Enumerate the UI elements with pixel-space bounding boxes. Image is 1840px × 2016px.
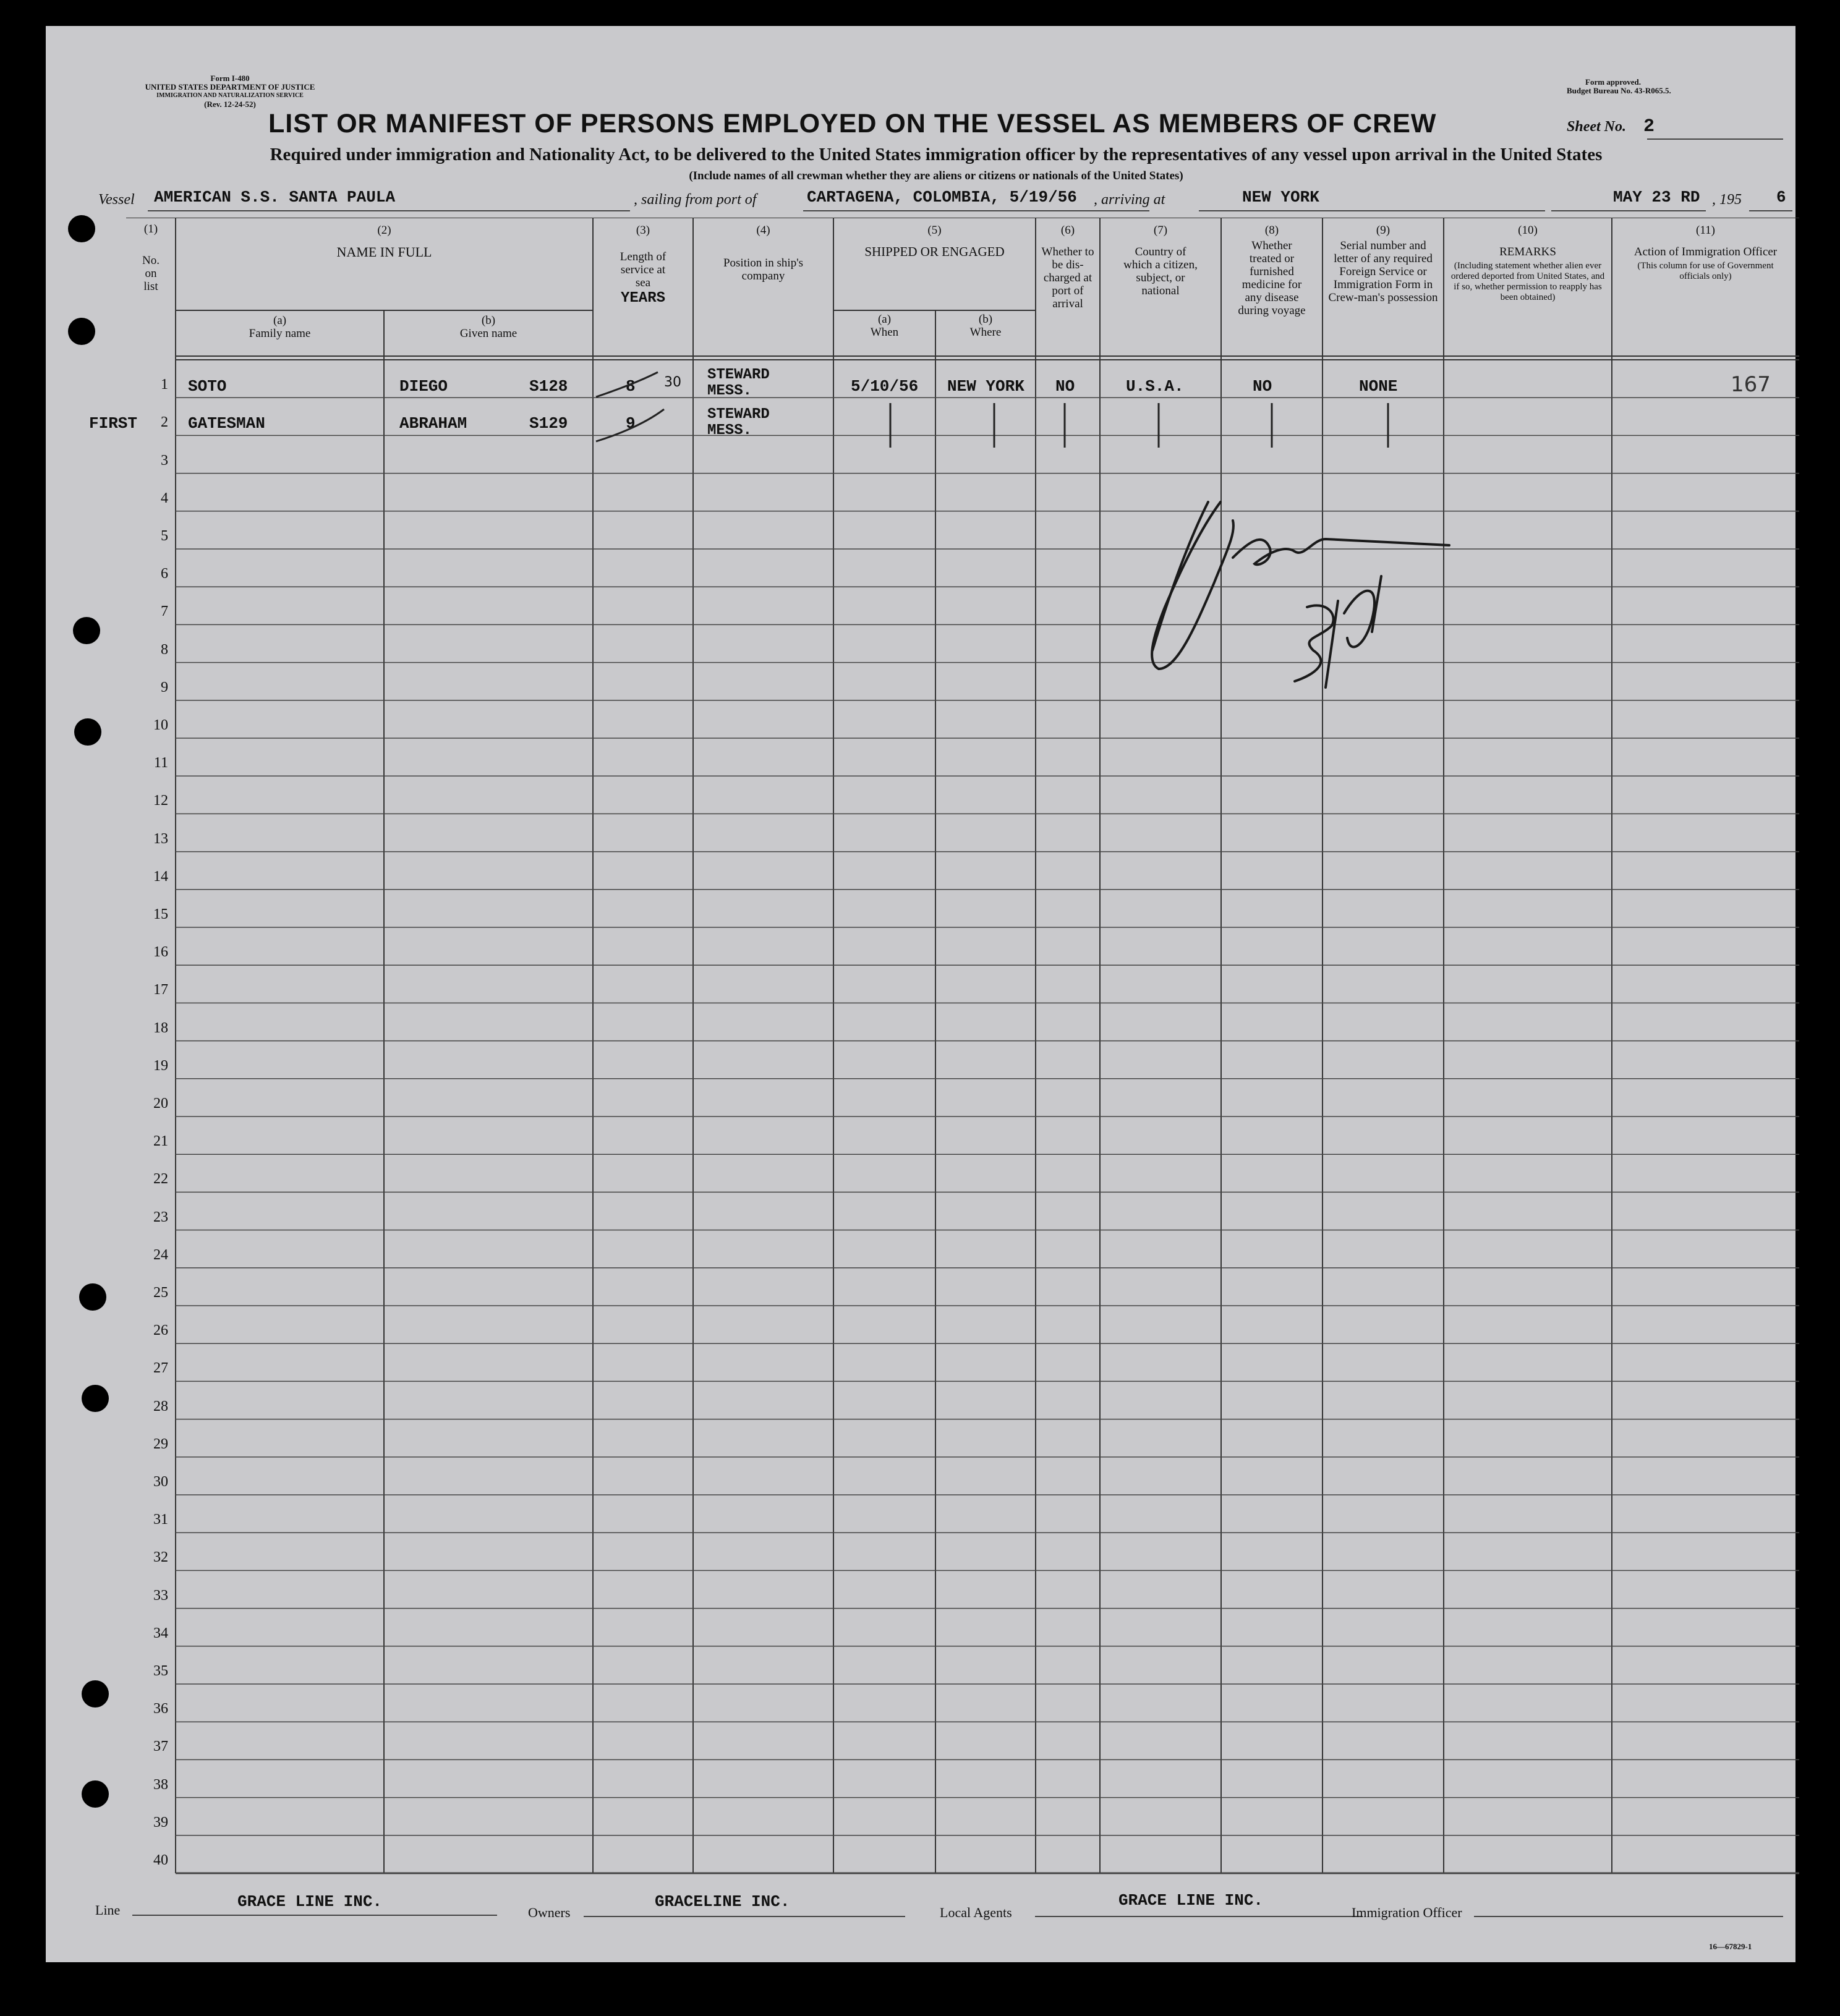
form-revision: (Rev. 12-24-52): [204, 100, 256, 109]
col5a-number: (a): [877, 313, 892, 326]
row1-form: NONE: [1359, 377, 1398, 396]
row1-position-line2: MESS.: [707, 383, 752, 399]
col5b-label: Where: [969, 326, 1002, 339]
row-number: 21: [153, 1133, 168, 1150]
row2-years: 9: [626, 414, 636, 433]
row1-discharged: NO: [1055, 377, 1075, 396]
col8-number: (8): [1264, 224, 1279, 237]
approval-line-1: Form approved.: [1585, 77, 1642, 87]
row-number: 36: [153, 1701, 168, 1717]
crew-table: [89, 218, 1799, 1889]
col1-number: (1): [143, 223, 158, 236]
row-number: 16: [153, 944, 168, 961]
row1-medicine: NO: [1253, 377, 1272, 396]
col8-label: Whether treated or furnished medicine for any disease during voyage: [1238, 239, 1306, 317]
row1-position-line1: STEWARD: [707, 367, 770, 383]
col9-number: (9): [1376, 224, 1391, 237]
col5-label: SHIPPED OR ENGAGED: [864, 244, 1005, 259]
form-number: Form I-480: [210, 74, 250, 83]
manifest-footer: [95, 1884, 1789, 1951]
col2-label: NAME IN FULL: [336, 244, 432, 260]
col1-label: No. on list: [142, 254, 160, 293]
col2a-label: Family name: [249, 327, 311, 340]
col4-number: (4): [756, 224, 770, 237]
row-number: 3: [161, 452, 168, 469]
row1-years: 8: [626, 377, 636, 396]
row-number: 28: [153, 1398, 168, 1414]
col3-label: Length of service at sea: [620, 250, 667, 289]
row-number: 35: [153, 1663, 168, 1679]
arriving-port: NEW YORK: [1242, 188, 1319, 206]
col2b-number: (b): [481, 314, 496, 327]
punch-hole: [74, 718, 101, 746]
approval-line-2: Budget Bureau No. 43-R065.5.: [1567, 86, 1671, 95]
line-value: GRACE LINE INC.: [237, 1892, 383, 1911]
col5-number: (5): [927, 224, 942, 237]
vessel-label: Vessel: [98, 192, 135, 208]
punch-hole: [73, 617, 100, 644]
sheet-number-value: 2: [1643, 116, 1655, 137]
col4-label: Position in ship's company: [723, 257, 804, 283]
row2-position-line2: MESS.: [707, 422, 752, 439]
row1-action: 167: [1731, 372, 1771, 397]
col10-label: REMARKS: [1499, 245, 1556, 258]
punch-hole: [82, 1385, 109, 1412]
sailing-label: , sailing from port of: [634, 192, 757, 208]
local-agents-value: GRACE LINE INC.: [1118, 1891, 1264, 1910]
sailing-port: CARTAGENA, COLOMBIA, 5/19/56: [807, 188, 1077, 206]
service-name: IMMIGRATION AND NATURALIZATION SERVICE: [156, 92, 304, 99]
row-number: 31: [153, 1512, 168, 1528]
col3-number: (3): [636, 224, 650, 237]
page-title: LIST OR MANIFEST OF PERSONS EMPLOYED ON THE VESSEL AS MEMBERS OF CREW: [268, 109, 1437, 138]
row-number: 10: [153, 717, 168, 733]
department-name: UNITED STATES DEPARTMENT OF JUSTICE: [145, 82, 315, 91]
row-number: 4: [161, 490, 168, 506]
row-number: 13: [153, 830, 168, 847]
print-code: 16—67829-1: [1709, 1942, 1752, 1951]
form-approval: [1567, 78, 1777, 95]
row-number: 25: [153, 1285, 168, 1301]
col7-number: (7): [1153, 224, 1168, 237]
row-number: 18: [153, 1019, 168, 1036]
immigration-officer-label: Immigration Officer: [1352, 1905, 1462, 1920]
arrival-date: MAY 23 RD: [1613, 188, 1700, 206]
row-number: 33: [153, 1587, 168, 1604]
row-number: 15: [153, 906, 168, 922]
punch-hole: [68, 215, 95, 242]
row-number: 12: [153, 793, 168, 809]
row-number: 17: [153, 982, 168, 998]
col6-label: Whether to be dis-charged at port of arrival: [1041, 245, 1094, 310]
owners-label: Owners: [528, 1905, 571, 1920]
col2a-number: (a): [273, 314, 287, 327]
row-number: 39: [153, 1814, 168, 1831]
row-number: 2: [161, 414, 168, 431]
row2-serial: S129: [529, 414, 568, 433]
row-number: 7: [161, 603, 168, 620]
row1-shipped-where: NEW YORK: [947, 377, 1024, 396]
form-header-left: [100, 74, 360, 109]
row2-given-name: ABRAHAM: [399, 414, 467, 433]
col9-label: Serial number and letter of any required Foreign Service or Immigration Form in Crew-man's possession: [1328, 239, 1438, 304]
row-number: 32: [153, 1549, 168, 1566]
col6-number: (6): [1060, 224, 1075, 237]
punch-hole: [82, 1780, 109, 1808]
col2b-label: Given name: [459, 327, 518, 340]
col11-sublabel: (This column for use of Government officials only): [1637, 261, 1774, 281]
year-label: , 195: [1712, 192, 1742, 208]
row1-serial: S128: [529, 377, 568, 396]
row-number: 8: [161, 641, 168, 658]
col2-number: (2): [377, 224, 391, 237]
col5b-number: (b): [978, 313, 993, 326]
owners-value: GRACELINE INC.: [655, 1892, 790, 1911]
row-number: 14: [153, 868, 168, 885]
row-number: 40: [153, 1852, 168, 1868]
row-number: 5: [161, 528, 168, 544]
col7-label: Country of which a citizen, subject, or national: [1123, 245, 1198, 297]
row1-country: U.S.A.: [1126, 377, 1184, 396]
row-number: 9: [161, 679, 168, 695]
row-number: 26: [153, 1322, 168, 1339]
manifest-sheet: [46, 26, 1795, 1962]
punch-hole: [82, 1680, 109, 1708]
col11-number: (11): [1696, 224, 1715, 237]
year-value: 6: [1776, 188, 1786, 206]
col3-unit: YEARS: [620, 290, 665, 307]
row-number: 38: [153, 1776, 168, 1793]
line-label: Line: [95, 1902, 121, 1918]
arriving-label: , arriving at: [1094, 192, 1165, 208]
col5a-label: When: [870, 326, 899, 339]
row1-family-name: SOTO: [188, 377, 227, 396]
row-number: 23: [153, 1209, 168, 1225]
vessel-line: [98, 185, 1792, 214]
local-agents-label: Local Agents: [940, 1905, 1012, 1920]
punch-hole: [68, 318, 95, 345]
row2-family-name: GATESMAN: [188, 414, 265, 433]
col11-label: Action of Immigration Officer: [1633, 245, 1778, 258]
row-number: 20: [153, 1095, 168, 1112]
row-number: 19: [153, 1057, 168, 1074]
row-number: 24: [153, 1246, 168, 1263]
row-number: 11: [153, 755, 168, 772]
row-number: 1: [161, 376, 168, 393]
row1-given-name: DIEGO: [399, 377, 448, 396]
form-note: (Include names of all crewman whether they are aliens or citizens or nationals of the United States): [689, 169, 1183, 182]
form-subtitle: Required under immigration and Nationality Act, to be delivered to the United States immigration officer by the representatives of any vessel upon arrival in the United States: [270, 145, 1603, 164]
row-number: 27: [153, 1360, 168, 1377]
sheet-number: [1567, 116, 1783, 137]
row1-years-note: 30: [664, 375, 681, 390]
row2-prefix: FIRST: [89, 414, 138, 433]
row1-shipped-when: 5/10/56: [851, 377, 919, 396]
row-number: 6: [161, 566, 168, 582]
row-number: 29: [153, 1435, 168, 1452]
row-number: 22: [153, 1171, 168, 1188]
punch-hole: [79, 1283, 106, 1311]
col10-sublabel: (Including statement whether alien ever ordered deported from United States, and if so, whether permission to reapply has been obtained): [1450, 261, 1605, 302]
row-number: 30: [153, 1474, 168, 1490]
vessel-name: AMERICAN S.S. SANTA PAULA: [154, 188, 396, 206]
sheet-number-label: Sheet No.: [1567, 119, 1626, 135]
row-number: 37: [153, 1738, 168, 1755]
row-number: 34: [153, 1625, 168, 1641]
ditto-marks: [126, 218, 1799, 1889]
signature: [1128, 490, 1561, 737]
col10-number: (10): [1518, 224, 1538, 237]
row2-position-line1: STEWARD: [707, 406, 770, 423]
